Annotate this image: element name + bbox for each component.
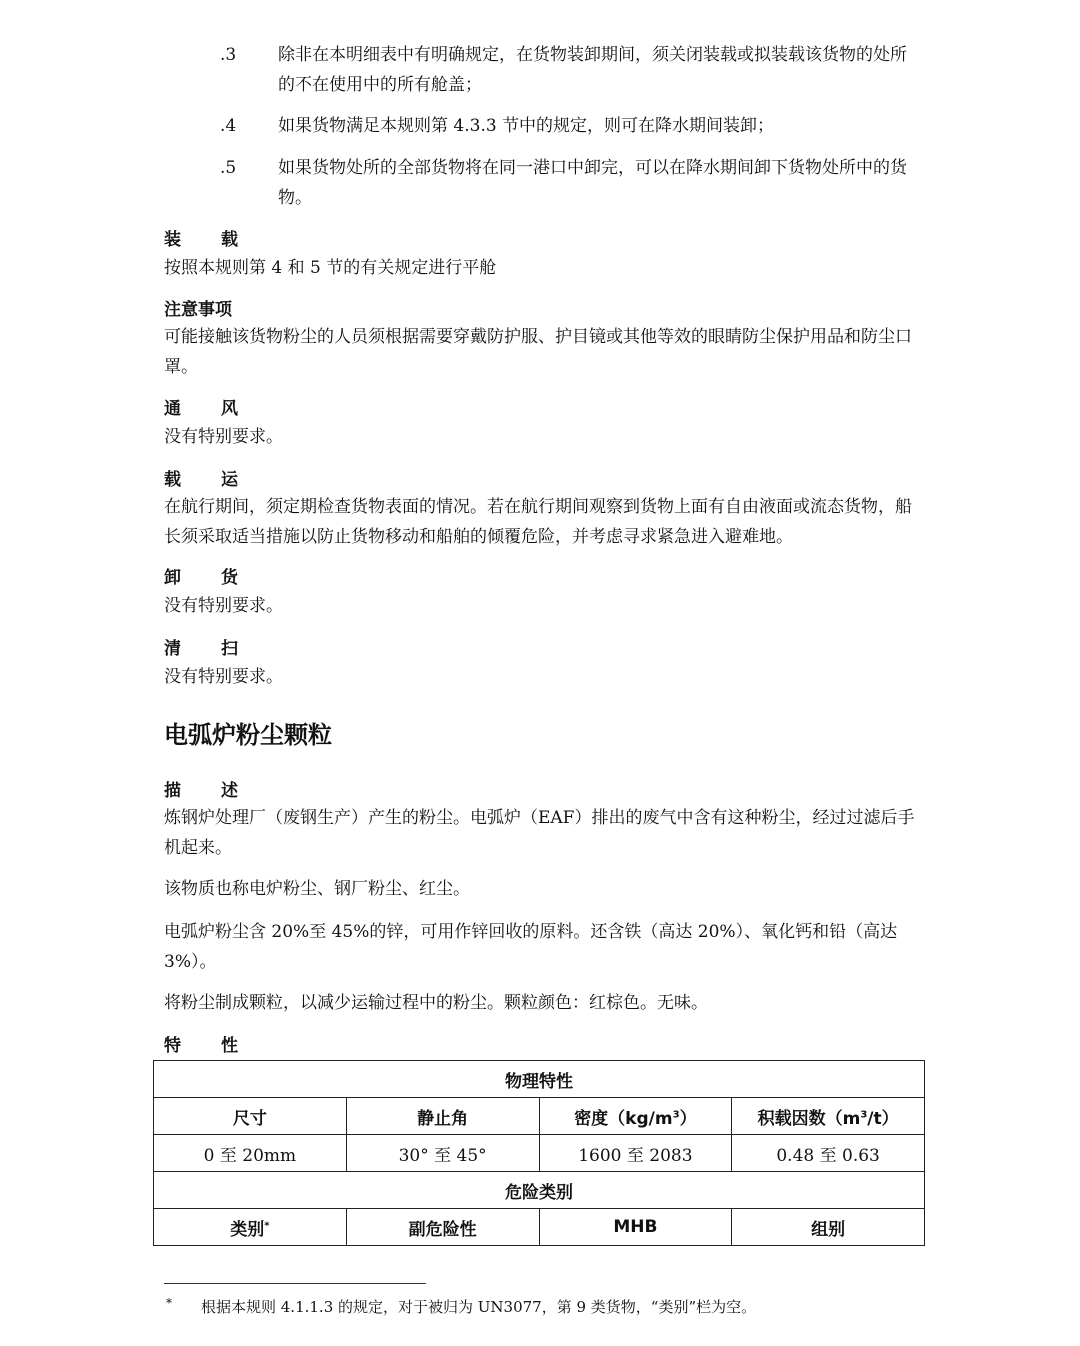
header-stowage-factor: 积载因数$(m^3/t)$ bbox=[732, 1098, 925, 1135]
text-loading: 按照本规则第 4 和 5 节的有关规定进行平舱 bbox=[164, 258, 497, 278]
header-class: 类别* bbox=[154, 1209, 347, 1246]
description-paragraph: 该物质也称电炉粉尘、钢厂粉尘、红尘。 bbox=[164, 879, 470, 899]
section-title: 电弧炉粉尘颗粒 bbox=[164, 721, 332, 749]
hazard-classification-title: 危险类别 bbox=[154, 1172, 925, 1209]
description-paragraph: 炼钢炉处理厂（废钢生产）产生的粉尘。电弧炉（EAF）排出的废气中含有这种粉尘，经过过滤后手机起来。 bbox=[164, 808, 915, 858]
value-bulk-density: 1600 至 2083 bbox=[539, 1135, 732, 1172]
properties-table bbox=[153, 1060, 925, 1246]
header-group: 组别 bbox=[732, 1209, 925, 1246]
list-number: .4 bbox=[220, 116, 237, 136]
footnote-mark: * bbox=[166, 1296, 172, 1310]
header-subsidiary-hazard: 副危险性 bbox=[346, 1209, 539, 1246]
list-text: 如果货物满足本规则第 4.3.3 节中的规定，则可在降水期间装卸； bbox=[278, 116, 775, 136]
header-mhb: MHB bbox=[539, 1209, 732, 1246]
text-carriage: 在航行期间，须定期检查货物表面的情况。若在航行期间观察到货物上面有自由液面或流态货物，船长须采取适当措施以防止货物移动和船舶的倾覆危险，并考虑寻求紧急进入避难地。 bbox=[164, 497, 912, 547]
list-text: 如果货物处所的全部货物将在同一港口中卸完，可以在降水期间卸下货物处所中的货物。 bbox=[278, 158, 907, 208]
value-size: 0 至 20mm bbox=[154, 1135, 347, 1172]
description-paragraph: 将粉尘制成颗粒，以减少运输过程中的粉尘。颗粒颜色：红棕色。无味。 bbox=[164, 993, 708, 1013]
list-text: 除非在本明细表中有明确规定，在货物装卸期间，须关闭装载或拟装载该货物的处所的不在使用中的所有舱盖； bbox=[278, 45, 907, 95]
heading-characteristics: 特性 bbox=[164, 1036, 278, 1056]
text-precautions: 可能接触该货物粉尘的人员须根据需要穿戴防护服、护目镜或其他等效的眼睛防尘保护用品和防尘口罩。 bbox=[164, 327, 912, 377]
value-stowage-factor: 0.48 至 0.63 bbox=[732, 1135, 925, 1172]
header-size: 尺寸 bbox=[154, 1098, 347, 1135]
text-cleanup: 没有特别要求。 bbox=[164, 667, 283, 687]
header-bulk-density: 密度$(kg/m^3)$ bbox=[539, 1098, 732, 1135]
description-paragraph: 电弧炉粉尘含 20%至 45%的锌，可用作锌回收的原料。还含铁（高达 20%）、氧化钙和铅（高达 3%）。 bbox=[164, 922, 898, 972]
heading-discharge: 卸货 bbox=[164, 568, 278, 588]
heading-carriage: 载运 bbox=[164, 470, 278, 490]
heading-cleanup: 清扫 bbox=[164, 639, 278, 659]
list-number: .5 bbox=[220, 158, 237, 178]
footnote-divider bbox=[164, 1283, 426, 1284]
heading-loading: 装载 bbox=[164, 230, 278, 250]
list-number: .3 bbox=[220, 45, 237, 65]
header-angle-of-repose: 静止角 bbox=[346, 1098, 539, 1135]
text-discharge: 没有特别要求。 bbox=[164, 596, 283, 616]
heading-ventilation: 通风 bbox=[164, 399, 278, 419]
heading-precautions: 注意事项 bbox=[164, 300, 232, 320]
heading-description: 描述 bbox=[164, 781, 278, 801]
value-angle-of-repose: 30° 至 45° bbox=[346, 1135, 539, 1172]
physical-properties-title: 物理特性 bbox=[154, 1061, 925, 1098]
text-ventilation: 没有特别要求。 bbox=[164, 427, 283, 447]
footnote-text: 根据本规则 4.1.1.3 的规定，对于被归为 UN3077，第 9 类货物，“类别”栏为空。 bbox=[201, 1298, 757, 1316]
